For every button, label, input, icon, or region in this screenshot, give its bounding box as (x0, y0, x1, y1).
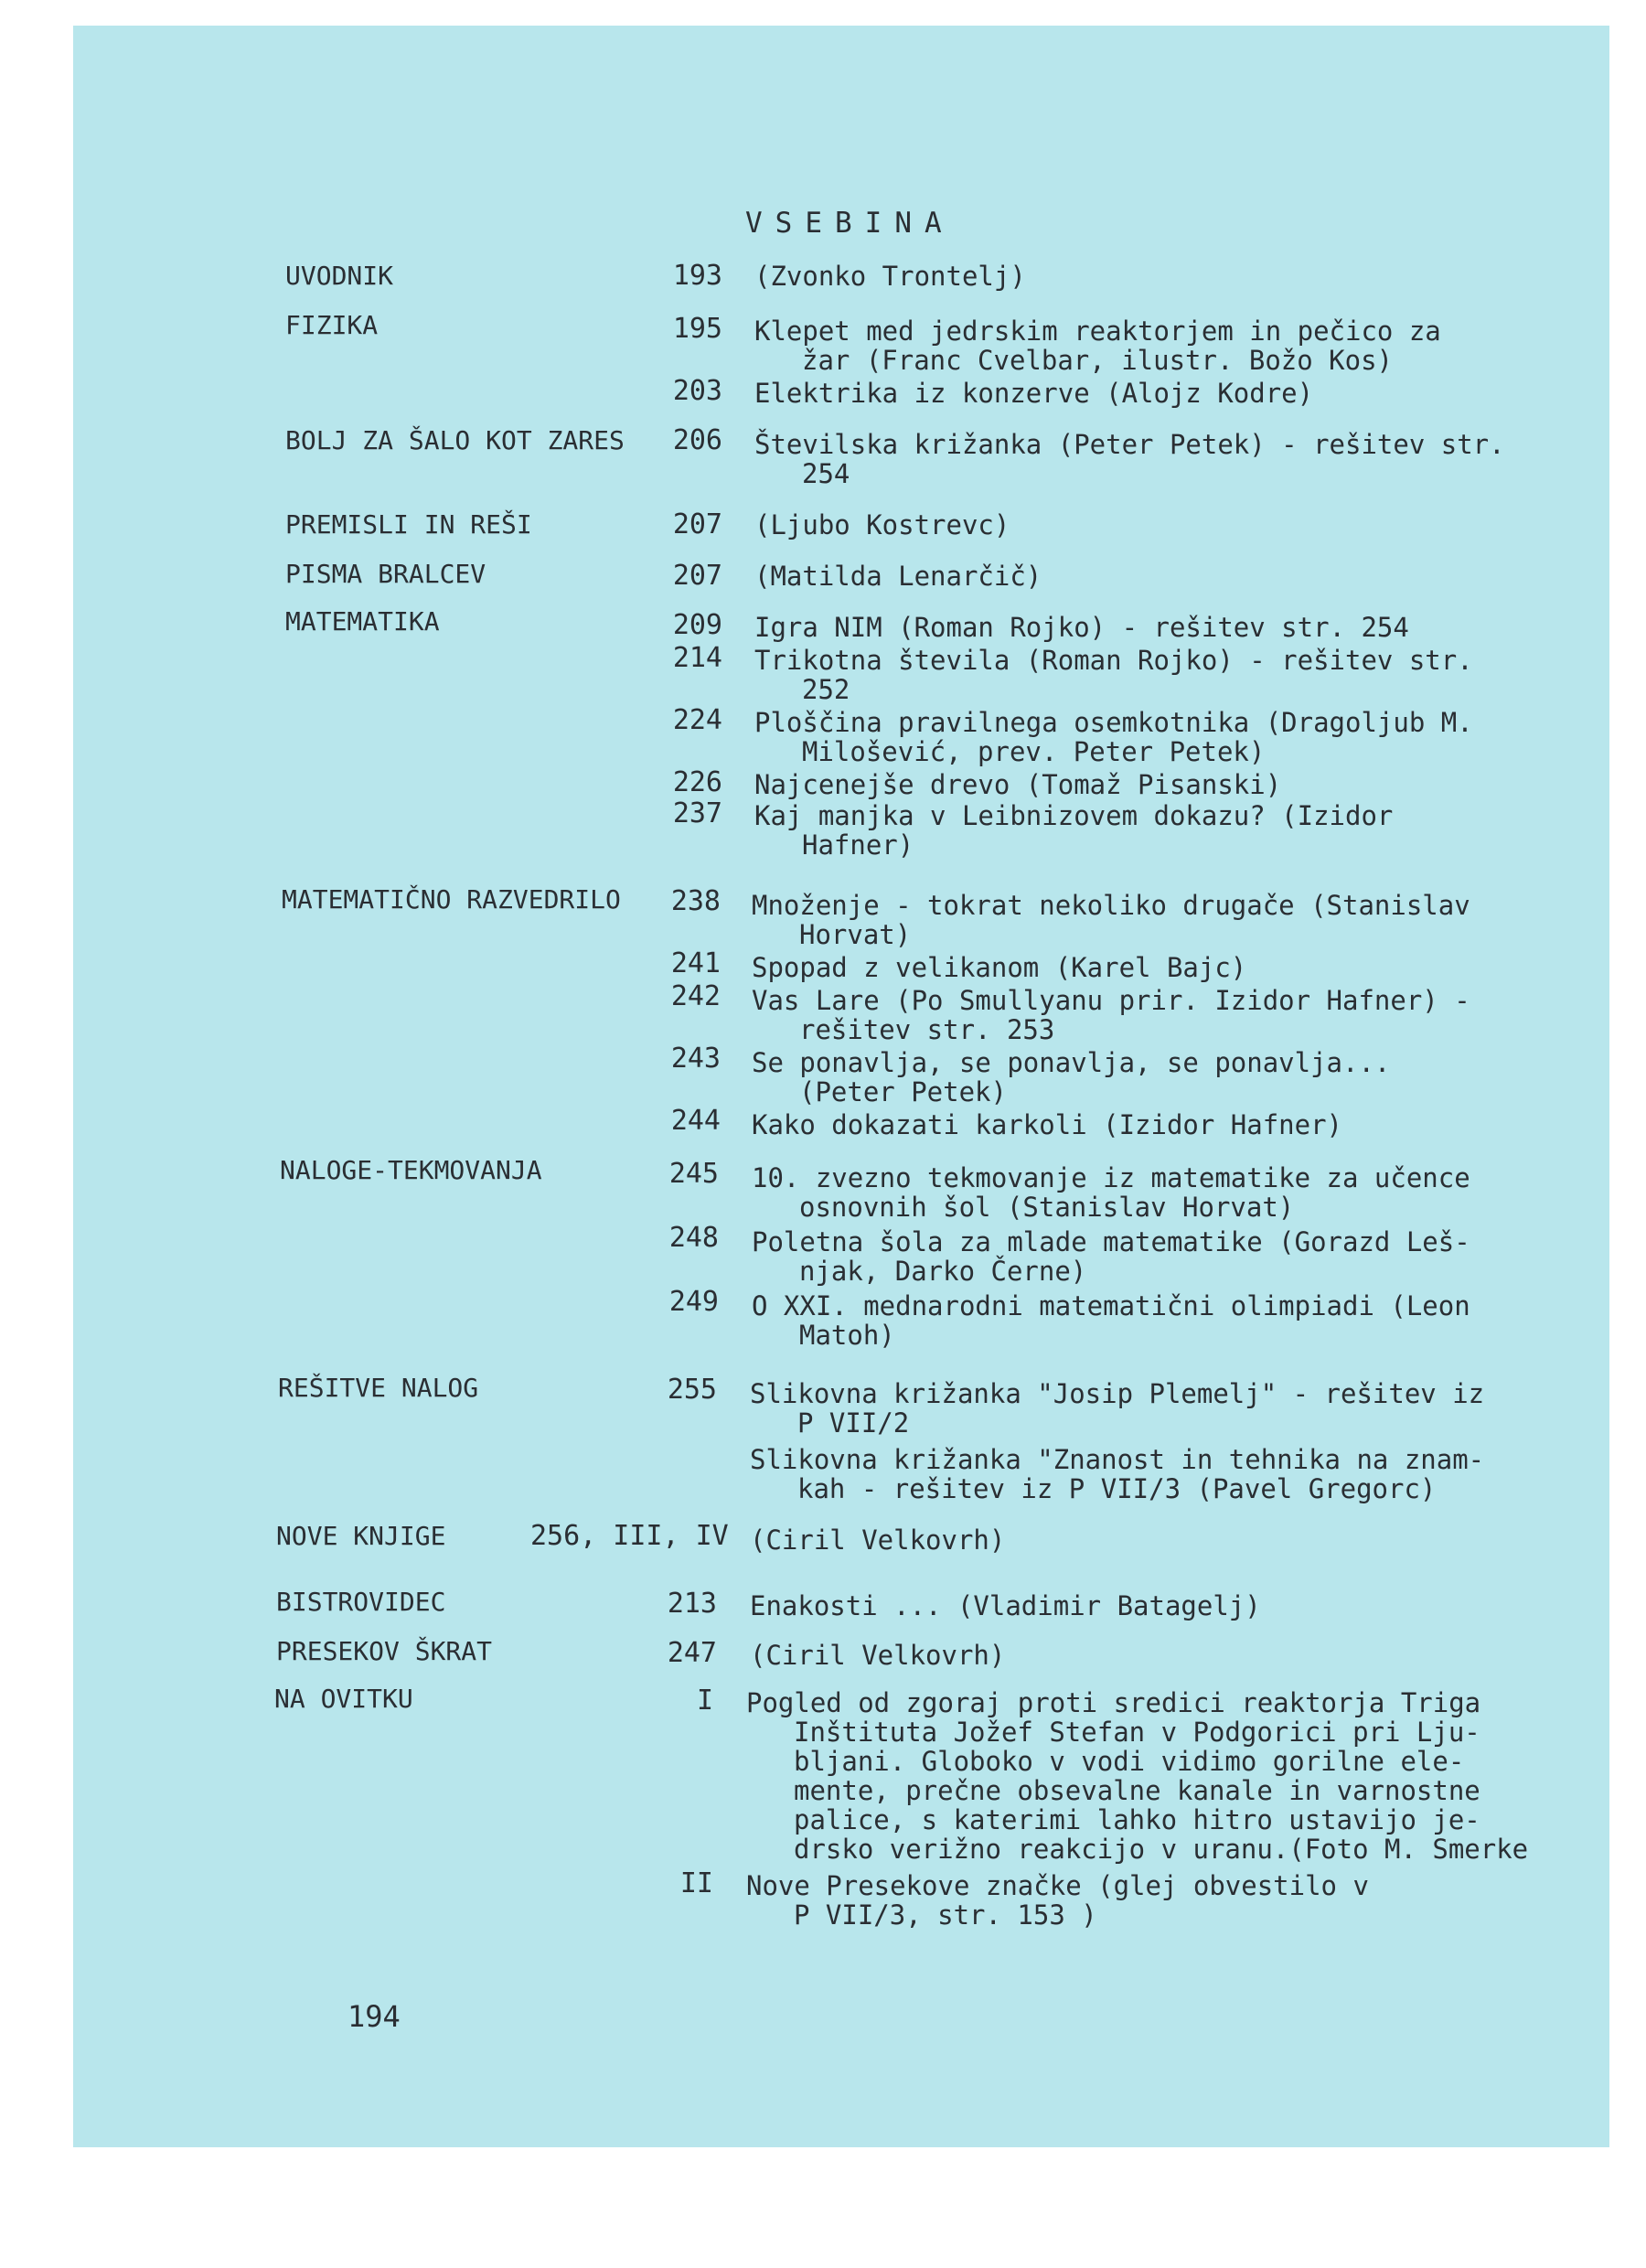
section-nove-knjige: NOVE KNJIGE (276, 1521, 446, 1551)
page-number: 256, III, IV (530, 1520, 729, 1552)
page-number: 237 (672, 797, 722, 829)
page-number: 203 (672, 375, 722, 407)
page-number: 207 (672, 560, 722, 592)
page-number: 248 (668, 1222, 719, 1254)
section-fizika: FIZIKA (285, 310, 379, 340)
table-of-contents (73, 26, 1609, 2147)
page-number: 244 (670, 1105, 721, 1137)
entry-text: Klepet med jedrskim reaktorjem in pečico za žar (Franc Cvelbar, ilustr. Božo Kos) (754, 316, 1441, 376)
page-number: 238 (670, 885, 721, 917)
entry-text: (Zvonko Trontelj) (754, 261, 1026, 292)
section-matematika: MATEMATIKA (285, 606, 440, 637)
entry-text: Ploščina pravilnega osemkotnika (Dragoljub M. Milošević, prev. Peter Petek) (754, 707, 1473, 767)
section-bistrovidec: BISTROVIDEC (276, 1587, 446, 1617)
entry-text: Igra NIM (Roman Rojko) - rešitev str. 254 (754, 612, 1409, 643)
page-number: 241 (670, 947, 721, 979)
section-na-ovitku: NA OVITKU (274, 1684, 413, 1714)
section-bolj-za-salo: BOLJ ZA ŠALO KOT ZARES (285, 425, 625, 455)
page-number: 207 (672, 508, 722, 540)
page-number: 214 (672, 642, 722, 674)
section-premisli-in-resi: PREMISLI IN REŠI (285, 509, 532, 540)
page-number: 206 (672, 424, 722, 456)
page-number: 224 (672, 704, 722, 736)
section-resitve-nalog: REŠITVE NALOG (278, 1373, 479, 1403)
entry-text: (Ciril Velkovrh) (750, 1640, 1006, 1671)
page-number: 243 (670, 1043, 721, 1075)
page-number: 245 (668, 1158, 719, 1190)
page-background (73, 26, 1609, 2147)
entry-text: Najcenejše drevo (Tomaž Pisanski) (754, 769, 1282, 800)
entry-text: Poletna šola za mlade matematike (Gorazd Leš- njak, Darko Černe) (752, 1226, 1470, 1287)
page-number: 193 (672, 260, 722, 292)
entry-text: Nove Presekove značke (glej obvestilo v P VII/3, str. 153 ) (746, 1870, 1369, 1931)
page-number: 209 (672, 609, 722, 641)
page-number: 255 (667, 1374, 717, 1406)
section-matematicno-razvedrilo: MATEMATIČNO RAZVEDRILO (282, 884, 621, 915)
entry-text: Enakosti ... (Vladimir Batagelj) (750, 1590, 1261, 1621)
entry-text: Pogled od zgoraj proti sredici reaktorja Triga Inštituta Jožef Stefan v Podgorici pri Lju- bljani. Globoko v vodi vidimo gorilne ele- mente, prečne obsevalne kanale in varnostne palice, s katerimi lahko hitro ustavijo je- drsko verižno reakcijo v uranu.(Foto M. Smerke (746, 1687, 1529, 1865)
section-naloge-tekmovanja: NALOGE-TEKMOVANJA (280, 1155, 542, 1185)
page-number: 226 (672, 766, 722, 798)
page-number: II (679, 1867, 713, 1899)
entry-text: Slikovna križanka "Josip Plemelj" - rešitev iz P VII/2 Slikovna križanka "Znanost in tehnika na znam- kah - rešitev iz P VII/3 (Pavel Gregorc) (750, 1378, 1485, 1504)
entry-text: Spopad z velikanom (Karel Bajc) (752, 952, 1247, 983)
page-number: I (696, 1685, 713, 1717)
entry-text: Kako dokazati karkoli (Izidor Hafner) (752, 1109, 1343, 1140)
entry-text: Kaj manjka v Leibnizovem dokazu? (Izidor Hafner) (754, 800, 1394, 861)
page-number: 242 (670, 980, 721, 1012)
entry-text: 10. zvezno tekmovanje iz matematike za učence osnovnih šol (Stanislav Horvat) (752, 1162, 1470, 1223)
section-presekov-skrat: PRESEKOV ŠKRAT (276, 1636, 493, 1666)
entry-text: Se ponavlja, se ponavlja, se ponavlja... (Peter Petek) (752, 1047, 1391, 1107)
entry-text: Vas Lare (Po Smullyanu prir. Izidor Hafner) - rešitev str. 253 (752, 985, 1470, 1045)
entry-text: O XXI. mednarodni matematični olimpiadi (Leon Matoh) (752, 1290, 1470, 1351)
entry-text: Množenje - tokrat nekoliko drugače (Stanislav Horvat) (752, 890, 1470, 950)
section-pisma-bralcev: PISMA BRALCEV (285, 559, 486, 589)
page-title: VSEBINA (745, 207, 955, 240)
page-number: 195 (672, 313, 722, 345)
page-folio-number: 194 (347, 1999, 401, 2034)
entry-text: (Matilda Lenarčič) (754, 561, 1042, 592)
entry-text: (Ljubo Kostrevc) (754, 509, 1010, 540)
entry-text: Številska križanka (Peter Petek) - rešitev str. 254 (754, 429, 1505, 489)
page-number: 213 (667, 1588, 717, 1620)
entry-text: Elektrika iz konzerve (Alojz Kodre) (754, 378, 1314, 409)
section-uvodnik: UVODNIK (285, 261, 394, 291)
entry-text: Trikotna števila (Roman Rojko) - rešitev str. 252 (754, 645, 1473, 705)
page-number: 249 (668, 1286, 719, 1318)
page-number: 247 (667, 1637, 717, 1669)
entry-text: (Ciril Velkovrh) (750, 1524, 1006, 1556)
